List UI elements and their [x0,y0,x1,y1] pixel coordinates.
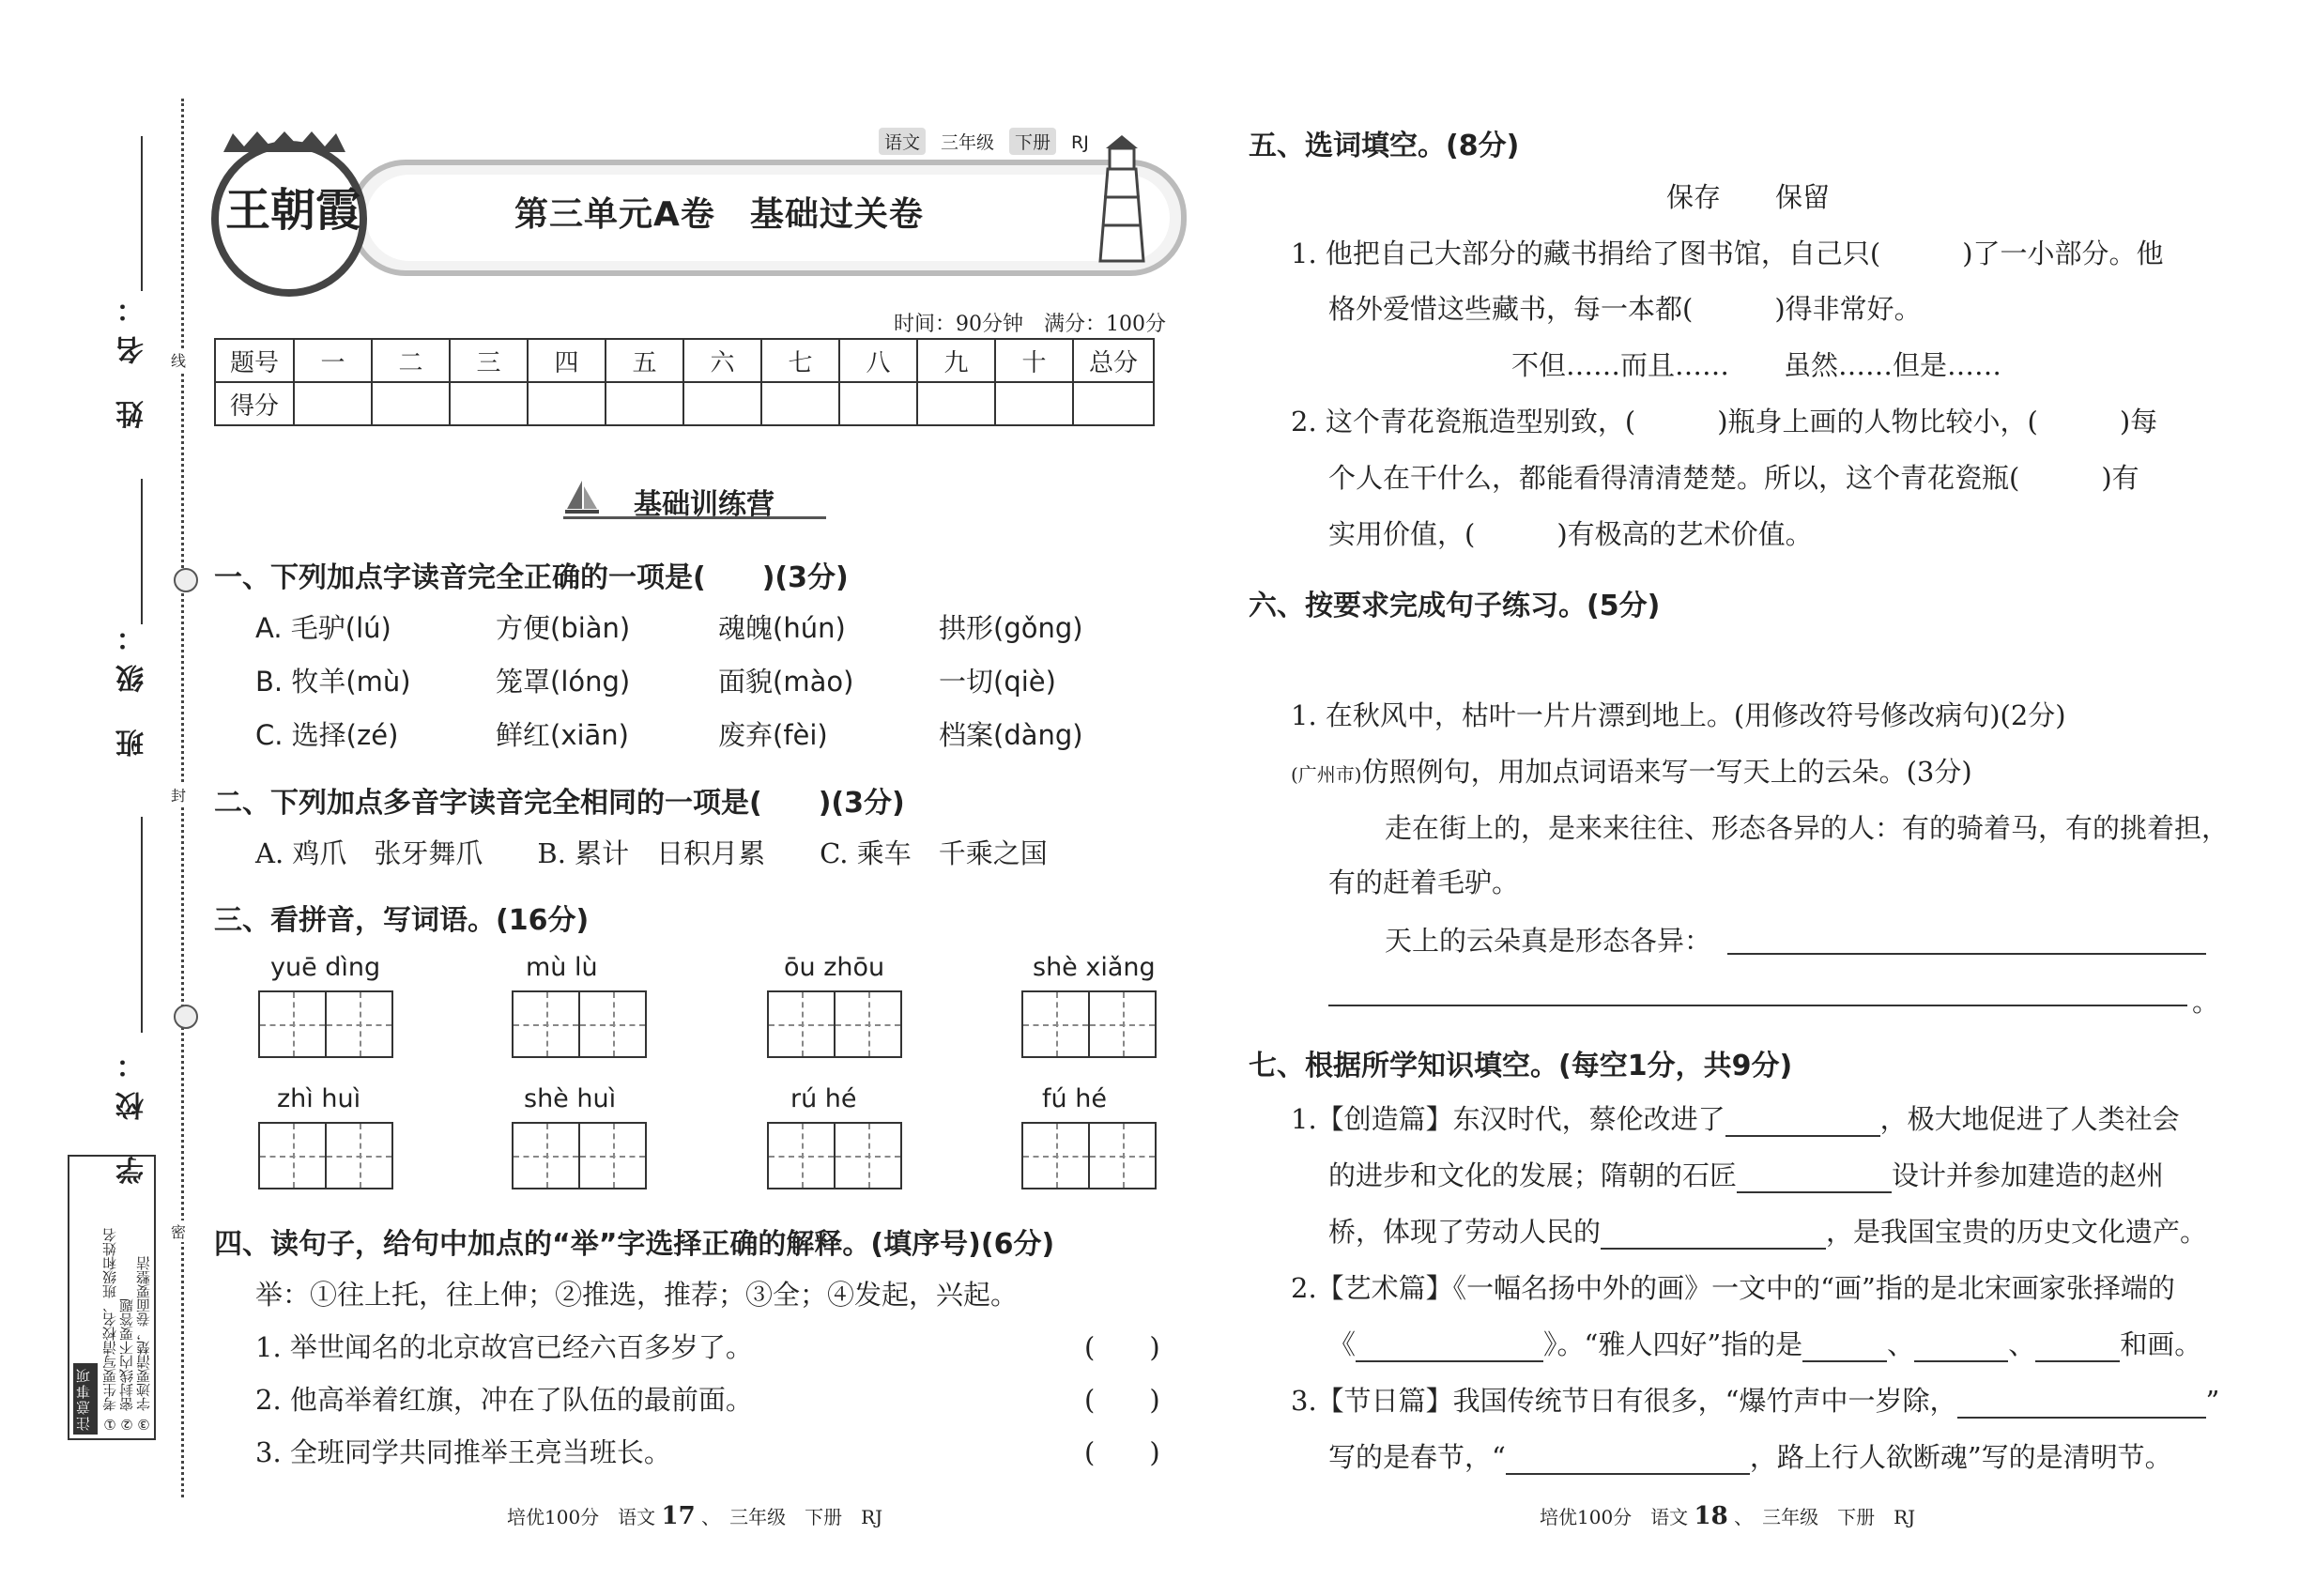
q7-item1-line1 [1291,1098,2180,1137]
q5-item2-line2: 个人在干什么，都能看得清清楚楚。所以，这个青花瓷瓶( )有 [1328,462,2139,494]
pinyin-label: shè xiǎng [1033,953,1156,982]
score-table [214,338,1155,426]
binding-mark-seal: 封 [171,784,186,806]
q7-item1-line3 [1328,1211,2207,1250]
q6-example-line2: 有的赶着毛驴。 [1328,867,1520,898]
tag-subject: 语文 [879,128,926,155]
q4-title: 四、读句子，给句中加点的“举”字选择正确的解释。(填序号)(6分) [214,1228,1055,1261]
time-info: 时间：90分钟 满分：100分 [894,313,1166,336]
q6-prompt: 天上的云朵真是形态各异： [1385,925,1712,957]
q7-item3-line1 [1291,1380,2219,1419]
q7-text: 3.【节日篇】我国传统节日有很多，“爆竹声中一岁除， [1291,1385,1957,1417]
q6-example-line1: 走在街上的，是来来往往、形态各异的人：有的骑着马，有的挑着担， [1385,812,2230,844]
q7-text: 设计并参加建造的赵州 [1892,1159,2165,1191]
q5-item2-line1: 2. 这个青花瓷瓶造型别致，( )瓶身上画的人物比较小，( )每 [1291,406,2158,437]
q7-item2-line2 [1328,1324,2201,1362]
q7-text: 》。“雅人四好”指的是 [1543,1328,1803,1360]
notice-line: ③ 字迹要清楚，卷面要整洁 [135,1256,152,1433]
q7-text: ，路上行人欲断魂”写的是清明节。 [1749,1441,2172,1473]
answer-line[interactable] [1328,1005,2187,1006]
notice-title: 注意事项 [73,1363,98,1435]
period-mark: 。 [2192,986,2220,1018]
q7-text: ，极大地促进了人类社会 [1879,1103,2180,1135]
binding-mark-close: 密 [171,1220,186,1242]
notice-line: ① 考生要写清校名、班级和姓名 [101,1228,118,1433]
score-input-cell[interactable] [761,382,839,425]
score-cell: 六 [683,339,761,382]
school-field-line[interactable] [141,817,143,1033]
q5-title: 五、选词填空。(8分) [1249,130,1520,162]
score-input-cell[interactable] [606,382,683,425]
q1-option: B. 牧羊(mù) [255,666,411,698]
q6-item2 [1291,751,1972,790]
q1-option: 魂魄(hún) [718,612,846,644]
class-label: 班 级： [116,610,149,758]
score-table-score-row [215,382,1154,425]
score-cell: 十 [995,339,1073,382]
writing-grid[interactable] [512,1122,647,1189]
score-cell: 八 [839,339,917,382]
q7-text: 桥，体现了劳动人民的 [1328,1216,1602,1248]
binding-hole-icon [174,568,198,592]
tag-volume: 下册 [1009,128,1056,155]
notice-box [68,1155,156,1440]
q3-title: 三、看拼音，写词语。(16分) [214,904,590,937]
binding-mark-line: 线 [171,349,186,371]
score-cell: 五 [606,339,683,382]
q6-item2-tag: (广州市) [1291,763,1362,786]
score-input-cell[interactable] [683,382,761,425]
score-input-cell[interactable] [294,382,372,425]
q1-option: 一切(qiè) [939,666,1056,698]
name-field-line[interactable] [141,136,143,291]
sailboat-icon [563,479,601,520]
q1-option: A. 毛驴(lú) [255,612,391,644]
q4-item: 2. 他高举着红旗，冲在了队伍的最前面。 [255,1384,753,1416]
q4-meanings: 举：①往上托，往上伸；②推选，推荐；③全；④发起，兴起。 [255,1279,1019,1311]
fill-blank[interactable] [1601,1220,1826,1250]
q4-item: 3. 全班同学共同推举王亮当班长。 [255,1436,671,1468]
fill-blank[interactable] [1506,1445,1750,1475]
q1-option: 档案(dàng) [939,719,1083,751]
q7-text: ，是我国宝贵的历史文化遗产。 [1826,1216,2208,1248]
pinyin-label: yuē dìng [270,953,381,982]
binding-hole-icon [174,1005,198,1029]
q2-options: A. 鸡爪 张牙舞爪 B. 累计 日积月累 C. 乘车 千乘之国 [255,837,1048,869]
pinyin-label: ōu zhōu [784,953,885,982]
q7-title: 七、根据所学知识填空。(每空1分，共9分) [1249,1050,1793,1082]
q7-text: 和画。 [2120,1328,2202,1360]
class-field-line[interactable] [141,479,143,624]
q7-item2-line1: 2.【艺术篇】《一幅名扬中外的画》一文中的“画”指的是北宋画家张择端的 [1291,1272,2175,1304]
fill-blank[interactable] [1957,1389,2206,1419]
notice-line: ② 密封线内不要答题 [118,1298,135,1433]
crown-icon [223,131,345,152]
tag-edition: RJ [1071,132,1089,153]
fill-blank[interactable] [1914,1332,2008,1362]
name-label: 姓 名： [116,282,149,429]
q2-title: 二、下列加点多音字读音完全相同的一项是( )(3分) [214,787,905,820]
q1-option: 废弃(fèi) [718,719,828,751]
score-input-cell[interactable] [1073,382,1154,425]
footer-right-page: 18 [1694,1502,1728,1530]
q7-text: ” [2205,1385,2220,1417]
q7-item1-line2 [1328,1155,2164,1193]
q1-option: 笼罩(lóng) [496,666,631,698]
score-cell: 三 [450,339,528,382]
q5-item2-line3: 实用价值，( )有极高的艺术价值。 [1328,518,1813,550]
score-input-cell[interactable] [528,382,606,425]
q1-option: 方便(biàn) [496,612,631,644]
pinyin-label: rú hé [790,1084,857,1113]
q7-text: 1.【创造篇】东汉时代，蔡伦改进了 [1291,1103,1725,1135]
q6-title: 六、按要求完成句子练习。(5分) [1249,590,1661,622]
camp-title: 基础训练营 [634,488,774,521]
pinyin-label: shè huì [524,1084,617,1113]
q7-text: 、 [1887,1328,1915,1360]
answer-paren[interactable]: ( ) [1084,1384,1160,1416]
q5-words2: 不但……而且…… 虽然……但是…… [1511,349,2002,381]
fill-blank[interactable] [1725,1107,1880,1137]
writing-grid[interactable] [1021,1122,1157,1189]
q1-option: C. 选择(zé) [255,719,399,751]
q1-option: 鲜红(xiān) [496,719,629,751]
footer-left-post: 、 三年级 下册 RJ [701,1506,883,1528]
brand-name: 王朝霞 [225,184,361,237]
q7-text: 写的是春节，“ [1328,1441,1506,1473]
writing-grid[interactable] [767,1122,902,1189]
q6-item2-text: 仿照例句，用加点词语来写一写天上的云朵。(3分) [1361,756,1972,788]
footer-right-pre: 培优100分 语文 [1540,1506,1689,1528]
school-label: 学 校： [116,1037,149,1185]
writing-grid[interactable] [512,990,647,1058]
answer-line[interactable] [1727,953,2206,955]
fill-blank[interactable] [2035,1332,2120,1362]
score-input-cell[interactable] [372,382,450,425]
score-cell: 七 [761,339,839,382]
q1-title: 一、下列加点字读音完全正确的一项是( )(3分) [214,561,849,594]
writing-grid[interactable] [258,990,393,1058]
writing-grid[interactable] [1021,990,1157,1058]
q5-words1: 保存 保留 [1666,181,1831,213]
footer-right-post: 、 三年级 下册 RJ [1734,1506,1916,1528]
score-input-cell[interactable] [917,382,995,425]
q5-item1-line2: 格外爱惜这些藏书，每一本都( )得非常好。 [1328,293,1922,325]
answer-paren[interactable]: ( ) [1084,1331,1160,1363]
q7-text: 的进步和文化的发展；隋朝的石匠 [1328,1159,1738,1191]
answer-paren[interactable]: ( ) [1084,1436,1160,1468]
pinyin-label: fú hé [1042,1084,1107,1113]
score-cell: 一 [294,339,372,382]
score-row-label: 得分 [215,382,294,425]
meta-tags [879,128,1104,155]
writing-grid[interactable] [767,990,902,1058]
pinyin-label: mù lù [526,953,598,982]
pinyin-label: zhì huì [277,1084,361,1113]
writing-grid[interactable] [258,1122,393,1189]
q7-text: 、 [2008,1328,2036,1360]
score-input-cell[interactable] [995,382,1073,425]
q7-text: 《 [1328,1328,1357,1360]
footer-right [1540,1502,1915,1530]
score-input-cell[interactable] [450,382,528,425]
q4-item: 1. 举世闻名的北京故宫已经六百多岁了。 [255,1331,753,1363]
footer-left-page: 17 [661,1502,696,1530]
q1-option: 拱形(gǒng) [939,612,1083,644]
score-cell: 四 [528,339,606,382]
score-cell: 题号 [215,339,294,382]
footer-left-pre: 培优100分 语文 [507,1506,656,1528]
fill-blank[interactable] [1737,1163,1892,1193]
score-cell: 九 [917,339,995,382]
score-table-header-row [215,339,1154,382]
score-cell: 总分 [1073,339,1154,382]
score-input-cell[interactable] [839,382,917,425]
q6-item1: 1. 在秋风中，枯叶一片片漂到地上。(用修改符号修改病句)(2分) [1291,699,2066,731]
footer-left [507,1502,882,1530]
q5-item1-line1: 1. 他把自己大部分的藏书捐给了图书馆，自己只( )了一小部分。他 [1291,238,2164,269]
q1-option: 面貌(mào) [718,666,854,698]
page-title: 第三单元A卷 基础过关卷 [514,195,924,234]
q7-item3-line2 [1328,1436,2172,1475]
tag-grade: 三年级 [941,132,995,153]
fill-blank[interactable] [1802,1332,1887,1362]
score-cell: 二 [372,339,450,382]
fill-blank[interactable] [1356,1332,1543,1362]
